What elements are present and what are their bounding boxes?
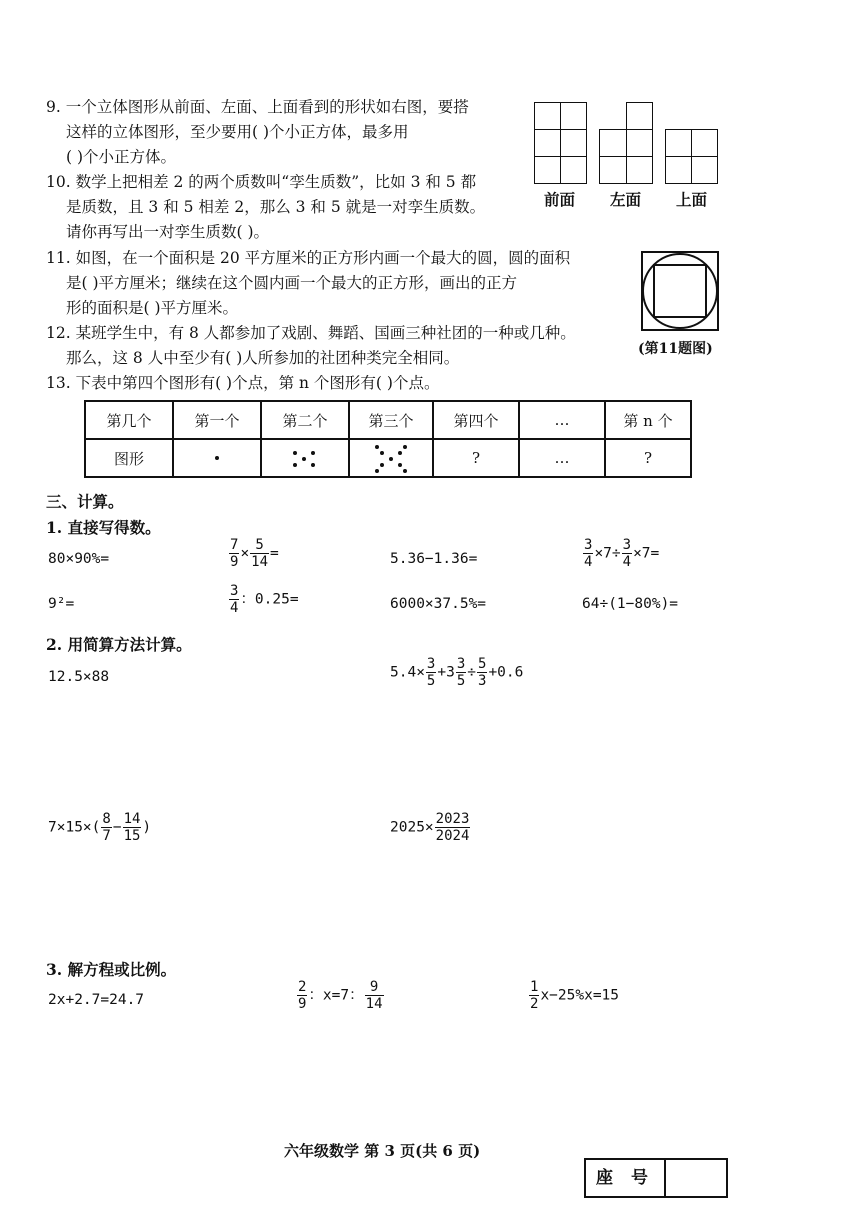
figure-n-cell: ?: [605, 439, 691, 477]
dot: [302, 457, 306, 461]
header-cell: 第几个: [85, 401, 173, 439]
part-2-title: 2. 用简算方法计算。: [46, 635, 192, 654]
dot: [215, 456, 219, 460]
dot: [389, 457, 393, 461]
eq-e2: $\frac{2}{9}$ ：x=7： $\frac{9}{14}$: [298, 979, 383, 1012]
seat-number-label: 座 号: [586, 1160, 666, 1196]
header-cell: 第三个: [349, 401, 433, 439]
dot: [311, 451, 315, 455]
header-cell: 第一个: [173, 401, 261, 439]
section-3-title: 三、计算。: [46, 492, 124, 511]
q12-line1: 12. 某班学生中，有 8 人都参加了戏剧、舞蹈、国画三种社团的一种或几种。: [46, 324, 576, 342]
simp-p3: 7×15×( $\frac{8}{7}$ − $\frac{14}{15}$ ): [48, 811, 152, 844]
oral-a3: 5.36−1.36=: [390, 551, 478, 567]
dot: [403, 445, 407, 449]
dot: [398, 463, 402, 467]
q13-line1: 13. 下表中第四个图形有( )个点，第 n 个图形有( )个点。: [46, 374, 440, 392]
ellipsis-cell: …: [519, 439, 605, 477]
oral-b3: 6000×37.5%=: [390, 596, 487, 612]
q11-line3: 形的面积是( )平方厘米。: [66, 299, 239, 317]
part-1-title: 1. 直接写得数。: [46, 518, 161, 537]
top-view-label: 上面: [676, 190, 708, 209]
q9-line2: 这样的立体图形，至少要用( )个小正方体，最多用: [66, 123, 409, 141]
q11-line1: 11. 如图，在一个面积是 20 平方厘米的正方形内画一个最大的圆，圆的面积: [46, 249, 571, 267]
dot: [398, 451, 402, 455]
figure-1-cell: [173, 439, 261, 477]
dot: [380, 463, 384, 467]
square-circle-figure: [640, 250, 720, 334]
q12-line2: 那么，这 8 人中至少有( )人所参加的社团种类完全相同。: [66, 349, 460, 367]
seat-number-box[interactable]: [584, 1158, 728, 1198]
figure-11-caption: (第11题图): [638, 341, 713, 357]
q10-line1: 10. 数学上把相差 2 的两个质数叫“孪生质数”，比如 3 和 5 都: [46, 173, 477, 191]
dot: [311, 463, 315, 467]
q9-line3: ( )个小正方体。: [66, 148, 177, 166]
oral-b1: 9²=: [48, 596, 75, 612]
oral-a2: $\frac{7}{9}$ × $\frac{5}{14}$ =: [230, 537, 279, 570]
dot: [380, 451, 384, 455]
header-cell: 第 n 个: [605, 401, 691, 439]
row-label-cell: 图形: [85, 439, 173, 477]
simp-p1: 12.5×88: [48, 669, 110, 685]
header-cell: 第二个: [261, 401, 349, 439]
table-header-row: [85, 401, 691, 439]
simp-p4: 2025× $\frac{2023}{2024}$: [390, 811, 470, 844]
dot: [403, 469, 407, 473]
q10-line3: 请你再写出一对孪生质数( )。: [66, 223, 270, 241]
figure-3-cell: [349, 439, 433, 477]
table-figure-row: [85, 439, 691, 477]
dot: [375, 445, 379, 449]
oral-a1: 80×90%=: [48, 551, 110, 567]
header-cell: …: [519, 401, 605, 439]
dot: [293, 463, 297, 467]
dot-pattern-table: [84, 400, 692, 478]
q11-line2: 是( )平方厘米；继续在这个圆内画一个最大的正方形，画出的正方: [66, 274, 518, 292]
oral-a4: $\frac{3}{4}$ ×7÷ $\frac{3}{4}$ ×7=: [584, 537, 660, 570]
page-footer: 六年级数学 第 3 页(共 6 页): [284, 1142, 481, 1160]
q9-line1: 9. 一个立体图形从前面、左面、上面看到的形状如右图，要搭: [46, 98, 469, 116]
eq-e1: 2x+2.7=24.7: [48, 992, 145, 1008]
dot: [293, 451, 297, 455]
eq-e3: $\frac{1}{2}$ x−25%x=15: [530, 979, 620, 1012]
simp-p2: 5.4× $\frac{3}{5}$ +3 $\frac{3}{5}$ ÷ $\frac{5}{3}$ +0.6: [390, 656, 524, 689]
figure-4-cell: ?: [433, 439, 519, 477]
front-view-label: 前面: [544, 190, 576, 209]
header-cell: 第四个: [433, 401, 519, 439]
left-view-label: 左面: [610, 190, 642, 209]
dot: [375, 469, 379, 473]
part-3-title: 3. 解方程或比例。: [46, 960, 177, 979]
oral-b2: $\frac{3}{4}$ ：0.25=: [230, 583, 299, 616]
oral-b4: 64÷(1−80%)=: [582, 596, 679, 612]
q10-line2: 是质数，且 3 和 5 相差 2，那么 3 和 5 就是一对孪生质数。: [66, 198, 486, 216]
figure-2-cell: [261, 439, 349, 477]
